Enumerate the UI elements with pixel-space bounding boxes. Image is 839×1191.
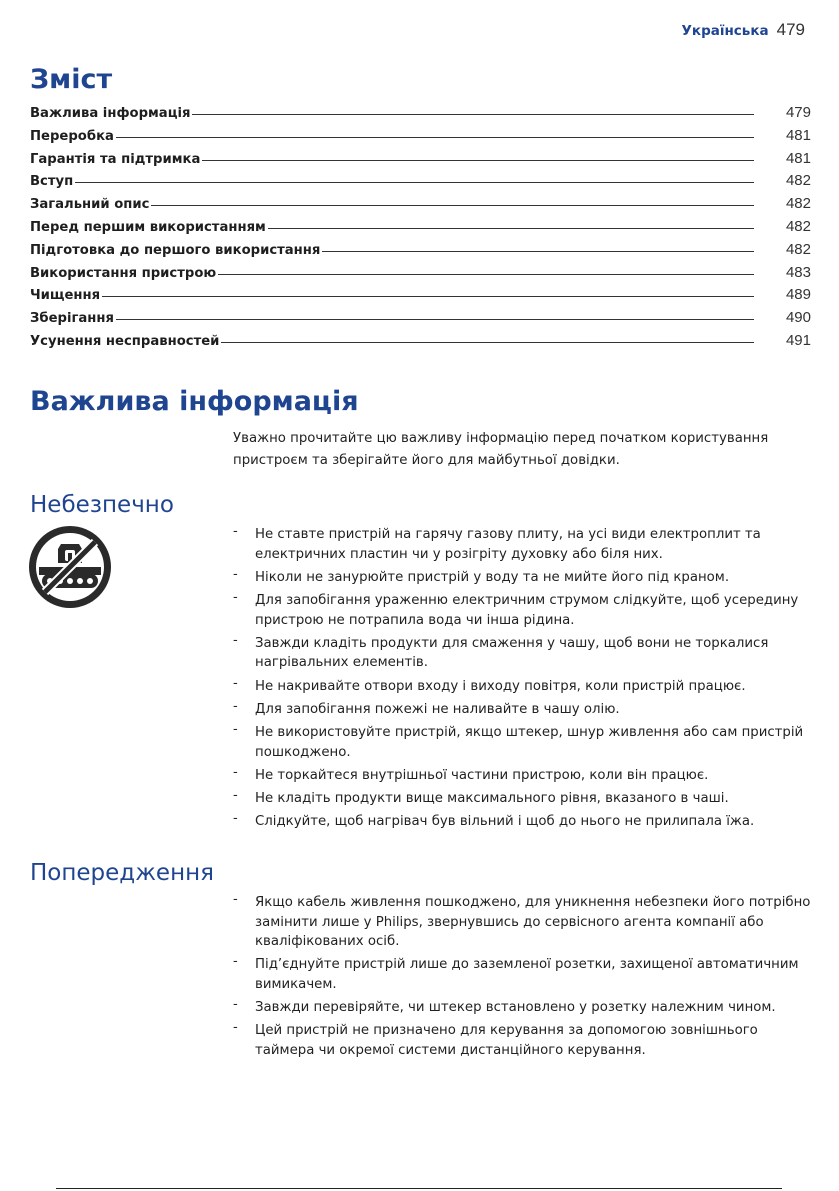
toc-entry-page: 482: [785, 217, 811, 235]
list-item-text: Не використовуйте пристрій, якщо штекер, шнур живлення або сам пристрій пошкоджено.: [255, 724, 804, 760]
important-intro: Уважно прочитайте цю важливу інформацію перед початком користування пристроєм та зберігайте його для майбутньої довідки.: [233, 431, 769, 468]
toc-entry[interactable]: [30, 264, 811, 287]
footer-rule: [56, 1188, 782, 1189]
toc-entry-page: 491: [785, 331, 811, 349]
bullet-dash: -: [233, 811, 238, 827]
bullet-dash: -: [233, 698, 238, 714]
toc-entry-label: Перед першим використанням: [30, 219, 266, 235]
toc-leader: [102, 296, 754, 297]
bullet-dash: -: [233, 954, 238, 970]
list-item-text: Не торкайтеся внутрішньої частини пристрою, коли він працює.: [255, 767, 709, 783]
list-item-text: Для запобігання ураженню електричним струмом слідкуйте, щоб усередину пристрою не потрапила вода чи інша рідина.: [255, 592, 799, 628]
toc-leader: [322, 251, 754, 252]
warning-list: [233, 893, 813, 1064]
toc-leader: [268, 228, 754, 229]
important-info-title: Важлива інформація: [30, 386, 359, 417]
toc-entry[interactable]: [30, 218, 811, 241]
toc-entry-label: Зберігання: [30, 311, 114, 327]
list-item: [233, 723, 813, 762]
page-number: 479: [776, 20, 805, 39]
toc-entry-label: Важлива інформація: [30, 106, 191, 121]
toc-entry[interactable]: [30, 150, 811, 173]
toc-entry-page: 481: [785, 149, 811, 167]
list-item-text: Слідкуйте, щоб нагрівач був вільний і щоб до нього не прилипала їжа.: [255, 814, 755, 830]
list-item: [233, 1021, 813, 1060]
list-item-text: Не накривайте отвори входу і виходу повітря, коли пристрій працює.: [255, 678, 746, 694]
toc-leader: [221, 342, 754, 343]
list-item: [233, 955, 813, 994]
list-item: [233, 789, 813, 809]
toc-leader: [75, 182, 754, 183]
toc-leader: [116, 137, 754, 138]
no-stovetop-icon: [28, 525, 112, 609]
list-item-text: Під’єднуйте пристрій лише до заземленої розетки, захищеної автоматичним вимикачем.: [255, 957, 799, 992]
bullet-dash: -: [233, 997, 238, 1013]
list-item: [233, 812, 813, 832]
list-item-text: Для запобігання пожежі не наливайте в чашу олію.: [255, 701, 620, 717]
bullet-dash: -: [233, 892, 238, 907]
toc-entry-label: Переробка: [30, 128, 114, 144]
list-item: [233, 677, 813, 697]
bullet-dash: -: [233, 524, 238, 539]
page-header: [682, 20, 806, 40]
danger-list: [233, 525, 813, 835]
toc-entry[interactable]: [30, 172, 811, 195]
list-item-text: Не ставте пристрій на гарячу газову плиту, на усі види електроплит та електричних пластин чи у розігріту духовку або біля них.: [255, 527, 761, 562]
language-label: Українська: [681, 23, 769, 39]
toc-entry-label: Загальний опис: [30, 197, 150, 213]
toc-leader: [151, 205, 754, 206]
toc-entry[interactable]: [30, 127, 811, 150]
list-item: [233, 568, 813, 588]
list-item-text: Цей пристрій не призначено для керування за допомогою зовнішнього таймера чи окремої системи дистанційного керування.: [255, 1023, 758, 1058]
warning-heading: Попередження: [30, 860, 214, 886]
list-item-text: Завжди кладіть продукти для смаження у чашу, щоб вони не торкалися нагрівальних елементів.: [255, 635, 769, 671]
toc-entry[interactable]: [30, 286, 811, 309]
list-item: [233, 525, 813, 564]
bullet-dash: -: [233, 675, 238, 691]
table-of-contents: [30, 104, 811, 355]
toc-entry-label: Гарантія та підтримка: [30, 151, 201, 167]
toc-entry-label: Вступ: [30, 174, 74, 190]
bullet-dash: -: [233, 764, 238, 780]
toc-entry[interactable]: [30, 104, 811, 127]
toc-entry-label: Використання пристрою: [30, 265, 217, 281]
toc-entry-page: 483: [785, 263, 811, 281]
toc-entry-label: Чищення: [30, 288, 101, 304]
bullet-dash: -: [233, 1020, 238, 1036]
list-item-text: Якщо кабель живлення пошкоджено, для уникнення небезпеки його потрібно замінити лише у Philips, звернувшись до сервісного агента компанії або кваліфікованих осіб.: [255, 895, 811, 950]
toc-entry[interactable]: [30, 241, 811, 264]
bullet-dash: -: [233, 589, 238, 605]
toc-entry-page: 490: [785, 309, 811, 327]
toc-entry[interactable]: [30, 309, 811, 332]
list-item: [233, 998, 813, 1018]
toc-entry-label: Усунення несправностей: [30, 333, 220, 349]
list-item: [233, 893, 813, 952]
list-item: [233, 634, 813, 673]
toc-entry[interactable]: [30, 332, 811, 355]
toc-entry[interactable]: [30, 195, 811, 218]
toc-leader: [202, 160, 754, 161]
toc-leader: [116, 319, 754, 320]
bullet-dash: -: [233, 721, 238, 737]
bullet-dash: -: [233, 632, 238, 648]
toc-entry-page: 482: [785, 195, 811, 213]
bullet-dash: -: [233, 566, 238, 582]
toc-entry-page: 482: [785, 240, 811, 258]
toc-leader: [218, 274, 754, 275]
list-item: [233, 591, 813, 630]
toc-entry-page: 482: [785, 172, 811, 190]
toc-title: Зміст: [30, 64, 113, 95]
toc-entry-page: 481: [785, 126, 811, 144]
list-item: [233, 700, 813, 720]
toc-leader: [192, 114, 754, 115]
list-item-text: Завжди перевіряйте, чи штекер встановлено у розетку належним чином.: [255, 1000, 776, 1016]
toc-entry-page: 479: [785, 104, 811, 121]
danger-heading: Небезпечно: [30, 492, 174, 518]
toc-entry-label: Підготовка до першого використання: [30, 242, 321, 258]
list-item-text: Ніколи не занурюйте пристрій у воду та не мийте його під краном.: [255, 569, 730, 585]
list-item-text: Не кладіть продукти вище максимального рівня, вказаного в чаші.: [255, 790, 729, 806]
bullet-dash: -: [233, 787, 238, 803]
list-item: [233, 766, 813, 786]
toc-entry-page: 489: [785, 286, 811, 304]
